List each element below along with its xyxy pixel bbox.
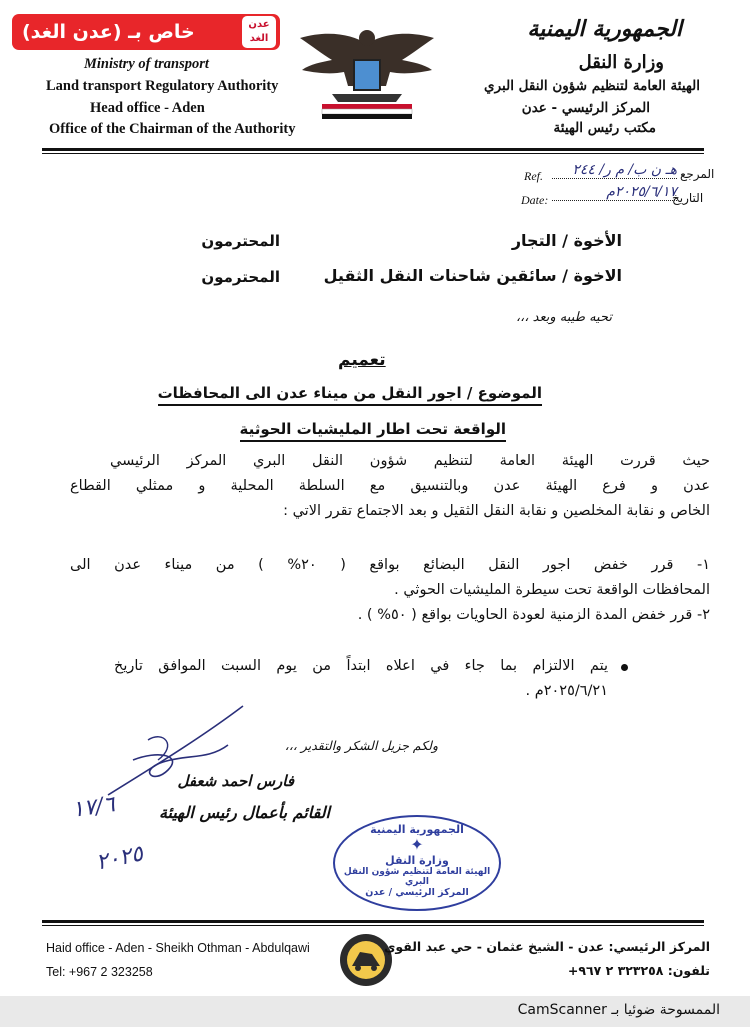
stamp-middle-1: وزارة النقل bbox=[385, 854, 449, 867]
closing: ولكم جزيل الشكر والتقدير ،،، bbox=[284, 738, 438, 753]
commitment-line-1: يتم الالتزام بما جاء في اعلاه ابتداً من يوم السبت الموافق تاريخ bbox=[114, 658, 608, 674]
yemen-eagle-emblem-icon bbox=[292, 24, 442, 124]
logo-text-top: عدن bbox=[248, 19, 270, 30]
handwritten-date-2: ٢٠٢٥ bbox=[93, 841, 146, 876]
stamp-eagle-icon: ✦ bbox=[410, 835, 424, 854]
date-value: ٢٠٢٥/٦/١٧م bbox=[552, 184, 677, 201]
signature-icon bbox=[88, 700, 258, 810]
addressee-drivers-honorific: المحترمون bbox=[201, 268, 280, 286]
footer-rule bbox=[42, 920, 704, 923]
date-label-ar: التاريخ bbox=[672, 191, 704, 205]
official-stamp bbox=[333, 815, 501, 911]
footer-address-en: Haid office - Aden - Sheikh Othman - Abdulqawi bbox=[46, 941, 310, 955]
signatory-name: فارس احمد شعفل bbox=[177, 772, 294, 790]
addressee-drivers: الاخوة / سائقين شاحنات النقل الثقيل bbox=[323, 266, 622, 285]
ref-label-ar: المرجع bbox=[680, 167, 715, 181]
handwritten-date-1: ١٧/٦ bbox=[70, 792, 117, 823]
subject-line-1: الموضوع / اجور النقل من ميناء عدن الى المحافظات bbox=[158, 384, 542, 406]
stamp-bottom-text: المركز الرئيسي / عدن bbox=[365, 887, 469, 898]
authority-ar: الهيئة العامة لتنظيم شؤون النقل البري bbox=[484, 78, 700, 94]
date-label: Date: bbox=[521, 193, 549, 207]
head-office-en: Head office - Aden bbox=[90, 100, 205, 116]
camscanner-label: CamScanner bbox=[517, 1002, 607, 1018]
logo-text-bottom: الغد bbox=[249, 33, 269, 44]
camscanner-prefix: الممسوحة ضوئيا بـ bbox=[611, 1002, 720, 1018]
header-rule-thin bbox=[42, 153, 704, 154]
commitment-line-2: ٢٠٢٥/٦/٢١م . bbox=[525, 683, 608, 699]
head-office-ar: المركز الرئيسي - عدن bbox=[521, 100, 650, 116]
signatory-title: القائم بأعمال رئيس الهيئة bbox=[158, 803, 330, 822]
ref-label: Ref. bbox=[524, 169, 543, 183]
authority-en: Land transport Regulatory Authority bbox=[46, 78, 279, 94]
header-rule bbox=[42, 148, 704, 151]
circular-title: تعميم bbox=[338, 350, 386, 370]
greeting: تحيه طيبه وبعد ،،، bbox=[515, 310, 612, 325]
chairman-office-ar: مكتب رئيس الهيئة bbox=[553, 120, 656, 136]
stamp-top-text: الجمهورية اليمنية bbox=[370, 823, 464, 836]
ministry-ar: وزارة النقل bbox=[578, 52, 664, 73]
footer-tel-en: Tel: +967 2 323258 bbox=[46, 965, 153, 979]
camscanner-text bbox=[518, 1002, 720, 1018]
aden-alghad-logo bbox=[242, 16, 276, 48]
badge-text: خاص بـ (عدن الغد) bbox=[22, 21, 195, 43]
bullet-icon bbox=[621, 664, 628, 671]
footer-rule-thin bbox=[42, 925, 704, 926]
decision-item-2: ٢- قرر خفض المدة الزمنية لعودة الحاويات بواقع ( ٥٠% ) . bbox=[357, 607, 710, 623]
source-badge bbox=[12, 14, 280, 50]
footer-address-ar: المركز الرئيسي: عدن - الشيخ عثمان - حي عبد القوي bbox=[383, 939, 710, 954]
subject-line-2: الواقعة تحت اطار المليشيات الحوثية bbox=[240, 420, 506, 442]
footer-tel-ar: تلفون: ٣٢٣٢٥٨ ٢ ٩٦٧+ bbox=[567, 963, 710, 978]
intro-line-2: عدن و فرع الهيئة عدن وبالتنسيق مع السلطة المحلية و ممثلي القطاع bbox=[70, 478, 710, 494]
ministry-en: Ministry of transport bbox=[84, 56, 209, 72]
addressee-traders-honorific: المحترمون bbox=[201, 232, 280, 250]
chairman-office-en: Office of the Chairman of the Authority bbox=[49, 121, 296, 137]
republic-ar: الجمهورية اليمنية bbox=[527, 16, 682, 42]
ref-value: هـ ن ب/ م ر/ ٢٤٤ bbox=[552, 162, 677, 179]
addressee-traders: الأخوة / التجار bbox=[511, 231, 622, 250]
intro-line-1: حيث قررت الهيئة العامة لتنظيم شؤون النقل البري المركز الرئيسي bbox=[110, 453, 710, 469]
intro-line-3: الخاص و نقابة المخلصين و نقابة النقل الثقيل و بعد الاجتماع تقرر الاتي : bbox=[283, 503, 710, 519]
camscanner-bar bbox=[0, 996, 750, 1027]
decision-item-1-line-1: ١- قرر خفض اجور النقل البضائع بواقع ( ٢٠% ) من ميناء عدن الى bbox=[70, 557, 710, 573]
stamp-middle-2: الهيئة العامة لتنظيم شؤون النقل البري bbox=[343, 867, 491, 887]
decision-item-1-line-2: المحافظات الواقعة تحت سيطرة المليشيات الحوثي . bbox=[394, 582, 710, 598]
